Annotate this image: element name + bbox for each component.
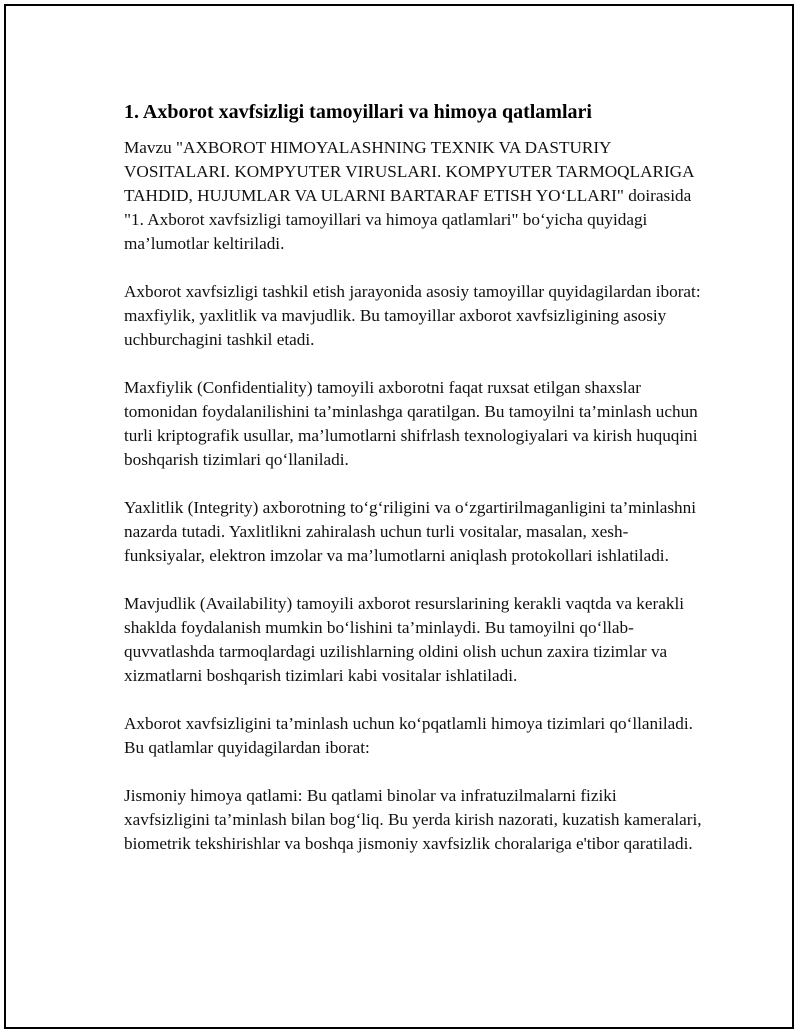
document-body — [124, 98, 704, 880]
paragraph-integrity: Yaxlitlik (Integrity) axborotning to‘g‘riligini va o‘zgartirilmaganligini ta’minlashni nazarda tutadi. Yaxlitlikni zahiralash uchun turli vositalar, masalan, xesh-funksiyalar, elektron imzolar va ma’lumotlarni aniqlash protokollari ishlatiladi. — [124, 498, 697, 565]
paragraph-physical-layer: Jismoniy himoya qatlami: Bu qatlami binolar va infratuzilmalarni fiziki xavfsizligini ta’minlash bilan bog‘liq. Bu yerda kirish nazorati, kuzatish kameralari, biometrik tekshirishlar va boshqa jismoniy xavfsizlik choralariga e'tibor qaratiladi. — [124, 786, 702, 853]
paragraph-principles: Axborot xavfsizligi tashkil etish jarayonida asosiy tamoyillar quyidagilardan iborat: maxfiylik, yaxlitlik va mavjudlik. Bu tamoyillar axborot xavfsizligining asosiy uchburchagini tashkil etadi. — [124, 282, 701, 349]
paragraph-availability: Mavjudlik (Availability) tamoyili axborot resurslarining kerakli vaqtda va kerakli shaklda foydalanish mumkin bo‘lishini ta’minlaydi. Bu tamoyilni qo‘llab-quvvatlashda tarmoqlardagi uzilishlarning oldini olish uchun zaxira tizimlar va xizmatlarni boshqarish tizimlari kabi vositalar ishlatiladi. — [124, 594, 685, 685]
page-frame — [4, 4, 794, 1029]
paragraph-layers-intro: Axborot xavfsizligini ta’minlash uchun ko‘pqatlamli himoya tizimlari qo‘llaniladi. Bu qatlamlar quyidagilardan iborat: — [124, 714, 693, 757]
document-heading: 1. Axborot xavfsizligi tamoyillari va himoya qatlamlari — [124, 101, 592, 123]
paragraph-intro: Mavzu "AXBOROT HIMOYALASHNING TEXNIK VA DASTURIY VOSITALARI. KOMPYUTER VIRUSLARI. KOMPYUTER TARMOQLARIGA TAHDID, HUJUMLAR VA ULARNI BARTARAF ETISH YO‘LLARI" doirasida "1. Axborot xavfsizligi tamoyillari va himoya qatlamlari" bo‘yicha quyidagi ma’lumotlar keltiriladi. — [124, 138, 694, 253]
paragraph-confidentiality: Maxfiylik (Confidentiality) tamoyili axborotni faqat ruxsat etilgan shaxslar tomonidan foydalanilishini ta’minlashga qaratilgan. Bu tamoyilni ta’minlash uchun turli kriptografik usullar, ma’lumotlarni shifrlash texnologiyalari va kirish huquqini boshqarish tizimlari qo‘llaniladi. — [124, 378, 698, 469]
